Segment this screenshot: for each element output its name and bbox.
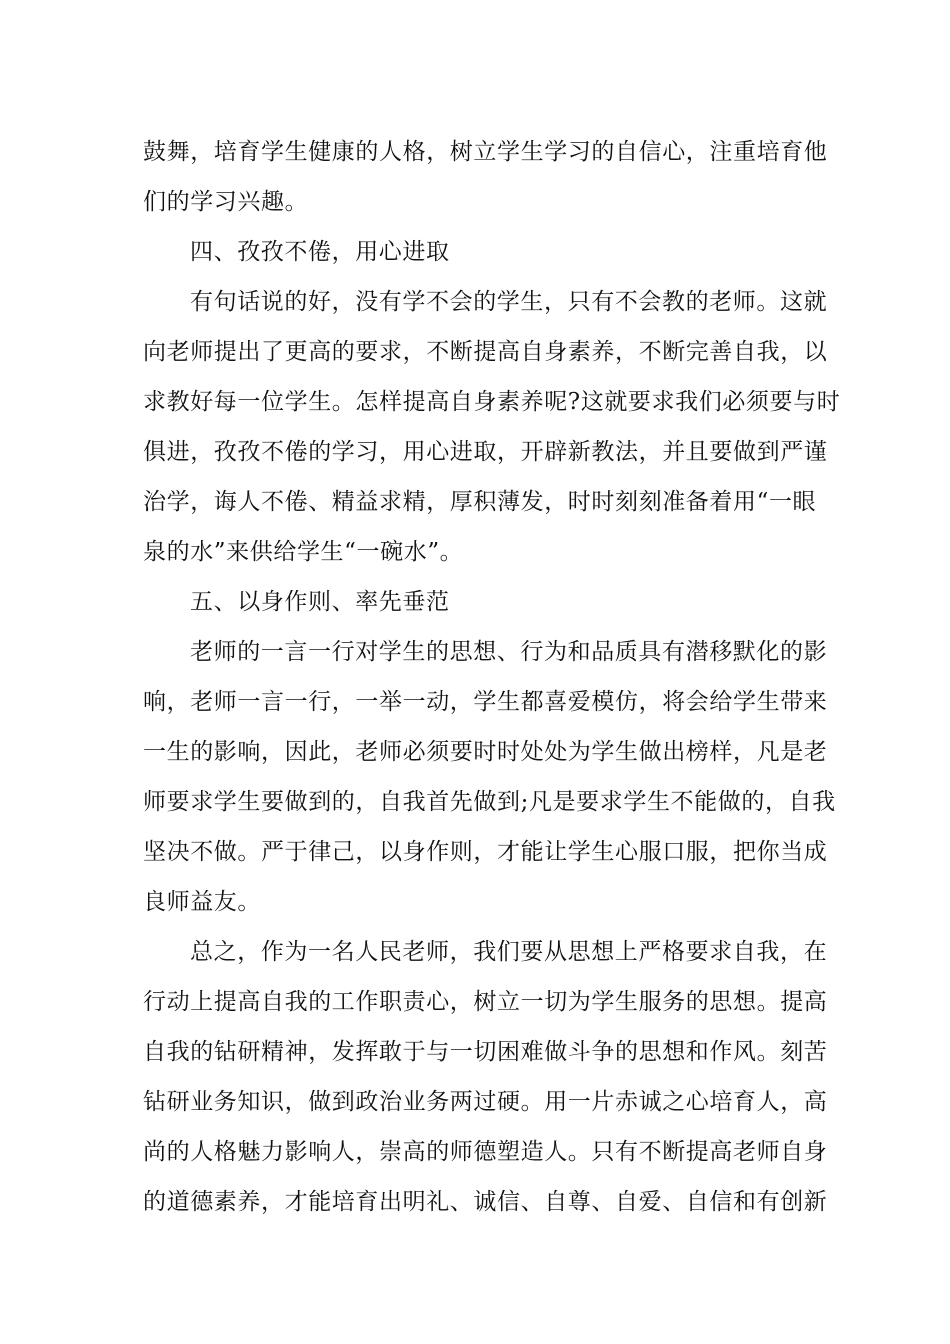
text-line: 尚的人格魅力影响人，崇高的师德塑造人。只有不断提高老师自身: [143, 1139, 828, 1165]
text-line: 鼓舞，培育学生健康的人格，树立学生学习的自信心，注重培育他: [143, 139, 828, 165]
text-line: 良师益友。: [143, 889, 261, 915]
text-line: 响，老师一言一行，一举一动，学生都喜爱模仿，将会给学生带来: [143, 689, 828, 715]
text-line: 治学，诲人不倦、精益求精，厚积薄发，时时刻刻准备着用“一眼: [143, 489, 817, 515]
text-line: 总之，作为一名人民老师，我们要从思想上严格要求自我，在: [190, 939, 828, 965]
text-line: 的道德素养，才能培育出明礼、诚信、自尊、自爱、自信和有创新: [143, 1189, 828, 1215]
section-heading: 五、以身作则、率先垂范: [190, 589, 450, 615]
text-line: 钻研业务知识，做到政治业务两过硬。用一片赤诚之心培育人，高: [143, 1089, 828, 1115]
text-line: 一生的影响，因此，老师必须要时时处处为学生做出榜样，凡是老: [143, 739, 828, 765]
text-line: 行动上提高自我的工作职责心，树立一切为学生服务的思想。提高: [143, 989, 828, 1015]
text-line: 师要求学生要做到的，自我首先做到;凡是要求学生不能做的，自我: [143, 789, 836, 815]
text-line: 自我的钻研精神，发挥敢于与一切困难做斗争的思想和作风。刻苦: [143, 1039, 828, 1065]
section-heading: 四、孜孜不倦，用心进取: [190, 239, 450, 265]
text-line: 坚决不做。严于律己，以身作则，才能让学生心服口服，把你当成: [143, 839, 828, 865]
text-line: 俱进，孜孜不倦的学习，用心进取，开辟新教法，并且要做到严谨: [143, 439, 828, 465]
text-line: 向老师提出了更高的要求，不断提高自身素养，不断完善自我，以: [143, 339, 828, 365]
text-line: 求教好每一位学生。怎样提高自身素养呢?这就要求我们必须要与时: [143, 389, 841, 415]
text-line: 们的学习兴趣。: [143, 189, 309, 215]
text-line: 有句话说的好，没有学不会的学生，只有不会教的老师。这就: [190, 289, 828, 315]
text-line: 泉的水”来供给学生“一碗水”。: [143, 539, 464, 565]
text-line: 老师的一言一行对学生的思想、行为和品质具有潜移默化的影: [190, 639, 828, 665]
